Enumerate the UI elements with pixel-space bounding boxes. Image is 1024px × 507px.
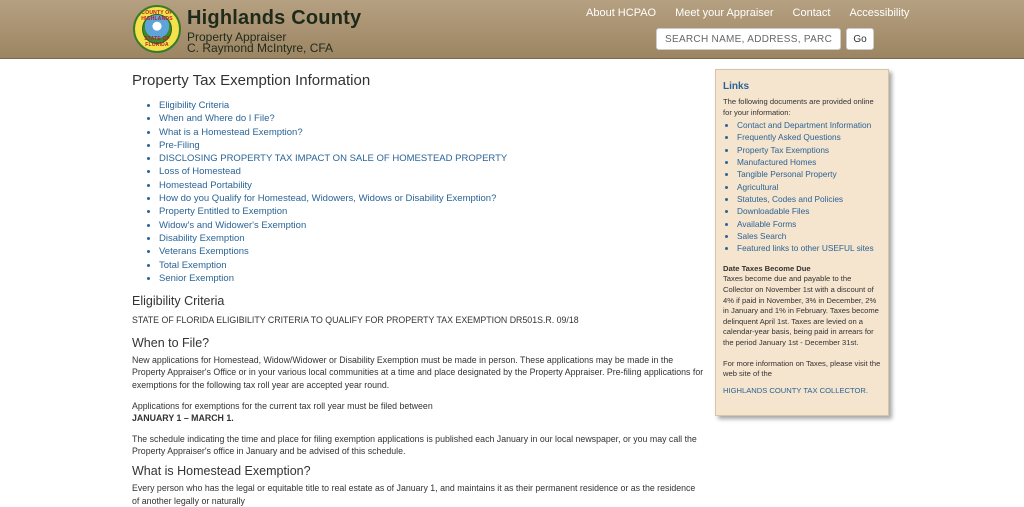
toc-link-homestead[interactable]: What is a Homestead Exemption?	[159, 126, 303, 138]
sidebar-link-useful-sites[interactable]: Featured links to other USEFUL sites	[737, 243, 874, 254]
sidebar-item	[737, 205, 882, 217]
sidebar-link-downloads[interactable]: Downloadable Files	[737, 206, 810, 217]
sidebar-link-manufactured[interactable]: Manufactured Homes	[737, 157, 817, 168]
toc-link-when-where[interactable]: When and Where do I File?	[159, 113, 275, 125]
sidebar-link-faq[interactable]: Frequently Asked Questions	[737, 132, 841, 143]
main-content	[132, 72, 704, 507]
sidebar-intro: The following documents are provided online for your information:	[723, 97, 874, 117]
go-button[interactable]: Go	[846, 28, 874, 50]
sidebar-link-tangible[interactable]: Tangible Personal Property	[737, 169, 837, 180]
search-input[interactable]	[656, 28, 841, 50]
eligibility-heading: Eligibility Criteria	[132, 294, 225, 309]
toc-link-disclosing[interactable]: DISCLOSING PROPERTY TAX IMPACT ON SALE OF HOMESTEAD PROPERTY	[159, 153, 508, 165]
toc-link-senior[interactable]: Senior Exemption	[159, 272, 234, 284]
sidebar-item	[737, 168, 882, 180]
sidebar-item	[737, 230, 882, 242]
toc-item	[159, 205, 704, 218]
sidebar-link-sales-search[interactable]: Sales Search	[737, 230, 787, 241]
toc-item	[159, 192, 704, 205]
when-heading: When to File?	[132, 335, 210, 350]
sidebar-item	[737, 218, 882, 230]
sidebar-item	[737, 193, 882, 205]
sidebar-link-forms[interactable]: Available Forms	[737, 218, 797, 229]
toc-item	[159, 165, 704, 178]
taxes-due-heading: Date Taxes Become Due	[723, 264, 811, 274]
toc-item	[159, 259, 704, 272]
toc-item	[159, 232, 704, 245]
sidebar-item	[737, 131, 882, 143]
toc-link-pre-filing[interactable]: Pre-Filing	[159, 139, 200, 151]
top-nav	[586, 7, 909, 19]
when-paragraph-3: The schedule indicating the time and place for filing exemption applications is published each January in our local newspaper, or you may call the Property Appraiser's office in January and be advised of this schedule.	[132, 433, 697, 457]
toc-item	[159, 219, 704, 232]
sidebar-item	[737, 119, 882, 131]
toc-link-qualify[interactable]: How do you Qualify for Homestead, Widowers, Widows or Disability Exemption?	[159, 193, 497, 205]
toc-item	[159, 245, 704, 258]
nav-about[interactable]: About HCPAO	[586, 7, 657, 19]
toc-item	[159, 99, 704, 112]
toc-link-widow[interactable]: Widow's and Widower's Exemption	[159, 219, 307, 231]
sidebar-link-agricultural[interactable]: Agricultural	[737, 181, 779, 192]
nav-contact[interactable]: Contact	[792, 7, 831, 19]
filing-dates: JANUARY 1 – MARCH 1.	[132, 413, 234, 424]
links-sidebar	[715, 69, 889, 416]
appraiser-name: C. Raymond McIntyre, CFA	[187, 41, 334, 55]
sidebar-item	[737, 181, 882, 193]
page-title: Property Tax Exemption Information	[132, 72, 371, 89]
homestead-paragraph-1: Every person who has the legal or equitable title to real estate as of January 1, and maintains it as their permanent residence or as the residence of another legally or naturally	[132, 482, 696, 506]
toc-link-total[interactable]: Total Exemption	[159, 259, 227, 271]
when-paragraph-2: Applications for exemptions for the current tax roll year must be filed between	[132, 400, 433, 411]
site-header	[0, 0, 1024, 59]
toc-item	[159, 139, 704, 152]
toc-item	[159, 179, 704, 192]
toc-link-disability[interactable]: Disability Exemption	[159, 232, 245, 244]
county-seal-logo[interactable]	[133, 5, 181, 53]
sidebar-item	[737, 242, 882, 254]
tax-collector-link[interactable]: HIGHLANDS COUNTY TAX COLLECTOR.	[723, 385, 869, 395]
toc-link-portability[interactable]: Homestead Portability	[159, 179, 252, 191]
toc-item	[159, 272, 704, 285]
when-paragraph-1: New applications for Homestead, Widow/Widower or Disability Exemption must be made in person. These applications may be made in the Property Appraiser's Office or in your various local communities at a time and place designated by the Property Appraiser. Pre-filing applications for exemptions for the following tax roll year are accepted year round.	[132, 354, 704, 390]
sidebar-link-exemptions[interactable]: Property Tax Exemptions	[737, 144, 830, 155]
toc-link-property-entitled[interactable]: Property Entitled to Exemption	[159, 206, 288, 218]
sidebar-link-statutes[interactable]: Statutes, Codes and Policies	[737, 193, 844, 204]
sidebar-title: Links	[723, 81, 750, 92]
sidebar-link-contact[interactable]: Contact and Department Information	[737, 120, 872, 131]
sidebar-links-list	[723, 119, 882, 254]
toc-item	[159, 112, 704, 125]
toc-link-veterans[interactable]: Veterans Exemptions	[159, 246, 249, 258]
sidebar-item	[737, 144, 882, 156]
site-title[interactable]: Highlands County	[187, 7, 362, 29]
seal-text-top: COUNTY OF HIGHLANDS	[141, 10, 173, 22]
sidebar-item	[737, 156, 882, 168]
nav-accessibility[interactable]: Accessibility	[849, 7, 910, 19]
toc-item	[159, 152, 704, 165]
nav-meet-appraiser[interactable]: Meet your Appraiser	[675, 7, 774, 19]
taxes-due-text: Taxes become due and payable to the Collector on November 1st with a discount of 4% if paid in November, 3% in December, 2% in January and 1% in February. Taxes become delinquent April 1st. Taxes are levied on a calendar-year basis, being paid in arrears for the period January 1st - December 31st.	[723, 274, 879, 348]
eligibility-text: STATE OF FLORIDA ELIGIBILITY CRITERIA TO QUALIFY FOR PROPERTY TAX EXEMPTION DR501S.R. 09/18	[132, 315, 579, 326]
homestead-heading: What is Homestead Exemption?	[132, 463, 311, 478]
toc-link-eligibility[interactable]: Eligibility Criteria	[159, 100, 230, 111]
more-info-text: For more information on Taxes, please visit the web site of the	[723, 358, 881, 379]
seal-text-bottom: STATE OF FLORIDA	[144, 36, 170, 48]
toc-list	[132, 99, 704, 285]
toc-item	[159, 126, 704, 139]
site-subtitle: Property Appraiser	[187, 30, 287, 44]
toc-link-loss[interactable]: Loss of Homestead	[159, 166, 241, 178]
